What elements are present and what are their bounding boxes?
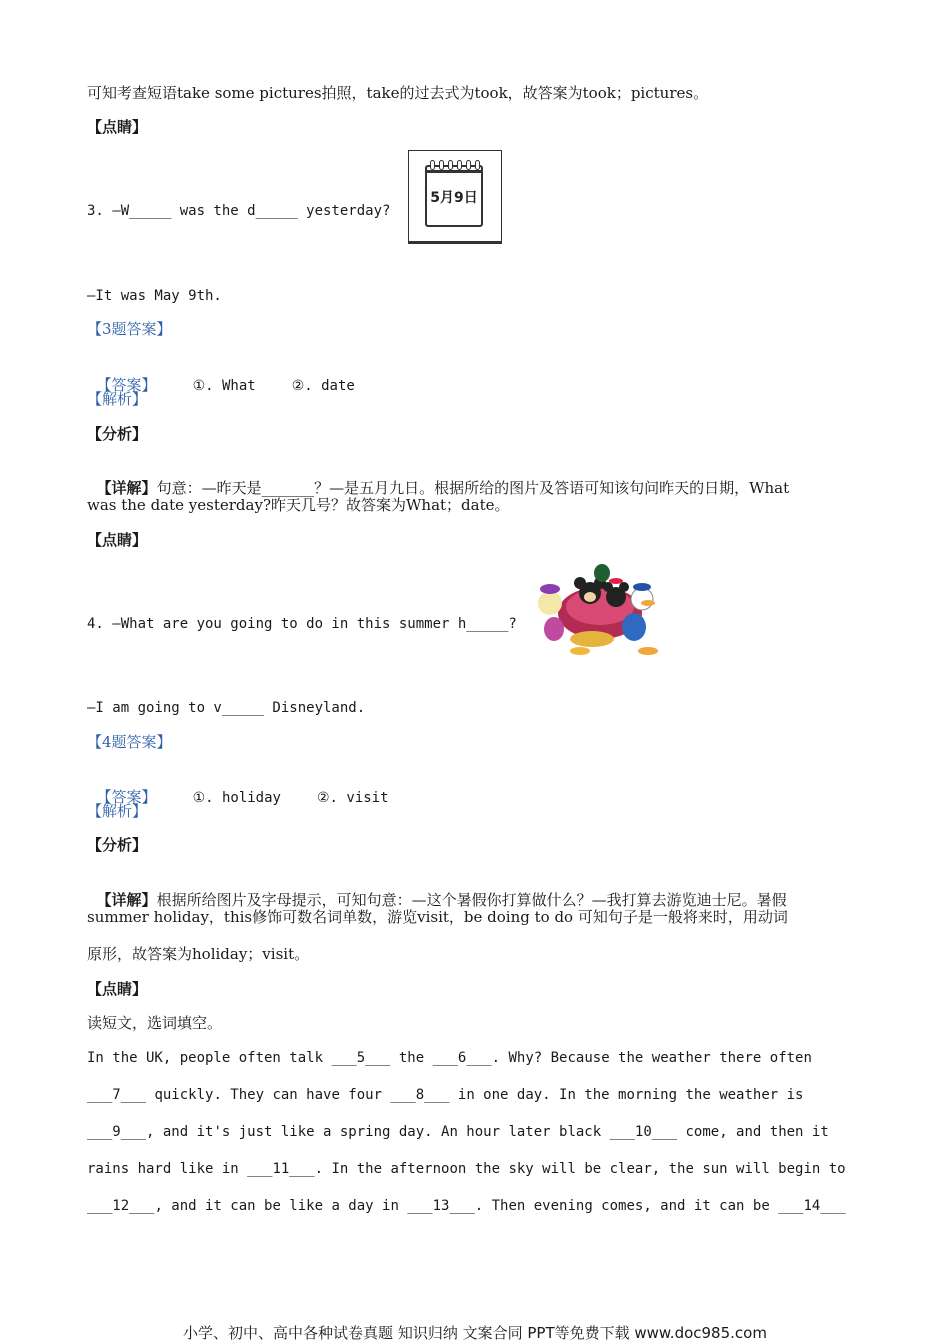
blank-11: ___11___ (247, 1161, 315, 1177)
intro-line: 可知考查短语take some pictures拍照，take的过去式为took，故答案为took；pictures。 (87, 84, 709, 102)
detail-text: 句意：—昨天是_______？—是五月九日。根据所给的图片及答语可知该句问昨天的日期，What (156, 479, 790, 497)
answer-label: 【答案】 (96, 376, 157, 394)
blank-7: ___7___ (87, 1087, 147, 1103)
q3-fenxi: 【分析】 (87, 425, 148, 443)
q3-jiexi: 【解析】 (87, 390, 148, 408)
blank-8: ___8___ (390, 1087, 450, 1103)
passage-line-2: ___7___ quickly. They can have four ___8___ in one day. In the morning the weather is (87, 1087, 804, 1103)
question-4-reply: —I am going to v_____ Disneyland. (87, 700, 366, 716)
dianjing-heading: 【点睛】 (87, 118, 148, 136)
q4-answer-heading: 【4题答案】 (87, 733, 172, 751)
calendar-date: 5月9日 (430, 190, 478, 206)
answer-2: ②. date (291, 378, 355, 394)
q4-detail-1 (87, 870, 787, 910)
detail-text: 根据所给图片及字母提示，可知句意：—这个暑假你打算做什么？—我打算去游览迪士尼。暑假 (156, 891, 787, 909)
q3-answer-heading: 【3题答案】 (87, 320, 172, 338)
answer-1: ①. What (192, 378, 256, 394)
dianjing-heading-3: 【点睛】 (87, 980, 148, 998)
question-4: 4. —What are you going to do in this summer h_____? (87, 616, 517, 632)
calendar-image (408, 150, 502, 242)
reading-passage (87, 1040, 867, 1225)
calendar-underline (408, 242, 502, 244)
answer-2: ②. visit (316, 790, 389, 806)
disney-characters-image (530, 563, 668, 659)
dianjing-heading-2: 【点睛】 (87, 531, 148, 549)
passage-line-1: In the UK, people often talk ___5___ the ___6___. Why? Because the weather there often (87, 1050, 812, 1066)
page-footer: 小学、初中、高中各种试卷真题 知识归纳 文案合同 PPT等免费下载 www.doc985.com (183, 1324, 767, 1342)
q4-detail-2: summer holiday，this修饰可数名词单数，游览visit，be doing to do 可知句子是一般将来时，用动词 (87, 908, 788, 926)
passage-line-3: ___9___, and it's just like a spring day. An hour later black ___10___ come, and then it (87, 1124, 829, 1140)
q4-fenxi: 【分析】 (87, 836, 148, 854)
blank-13: ___13___ (407, 1198, 475, 1214)
passage-line-4: rains hard like in ___11___. In the afternoon the sky will be clear, the sun will begin to (87, 1161, 846, 1177)
blank-10: ___10___ (609, 1124, 678, 1140)
detail-label: 【详解】 (96, 891, 157, 909)
blank-14: ___14___ (778, 1198, 846, 1214)
blank-5: ___5___ (331, 1050, 391, 1066)
question-3: 3. —W_____ was the d_____ yesterday? (87, 203, 391, 219)
q4-jiexi: 【解析】 (87, 802, 148, 820)
detail-label: 【详解】 (96, 479, 157, 497)
blank-12: ___12___ (87, 1198, 155, 1214)
reading-instruction: 读短文，选词填空。 (87, 1014, 223, 1032)
answer-label: 【答案】 (96, 788, 157, 806)
q4-detail-3: 原形，故答案为holiday；visit。 (87, 945, 310, 963)
answer-1: ①. holiday (192, 790, 281, 806)
q3-detail-2: was the date yesterday?昨天几号？故答案为What；date。 (87, 496, 510, 514)
blank-9: ___9___ (87, 1124, 147, 1140)
passage-line-5: ___12___, and it can be like a day in ___13___. Then evening comes, and it can be ___14___ (87, 1198, 846, 1214)
question-3-reply: —It was May 9th. (87, 288, 222, 304)
blank-6: ___6___ (432, 1050, 492, 1066)
q3-detail-1 (87, 458, 789, 498)
calendar-icon (425, 165, 483, 227)
